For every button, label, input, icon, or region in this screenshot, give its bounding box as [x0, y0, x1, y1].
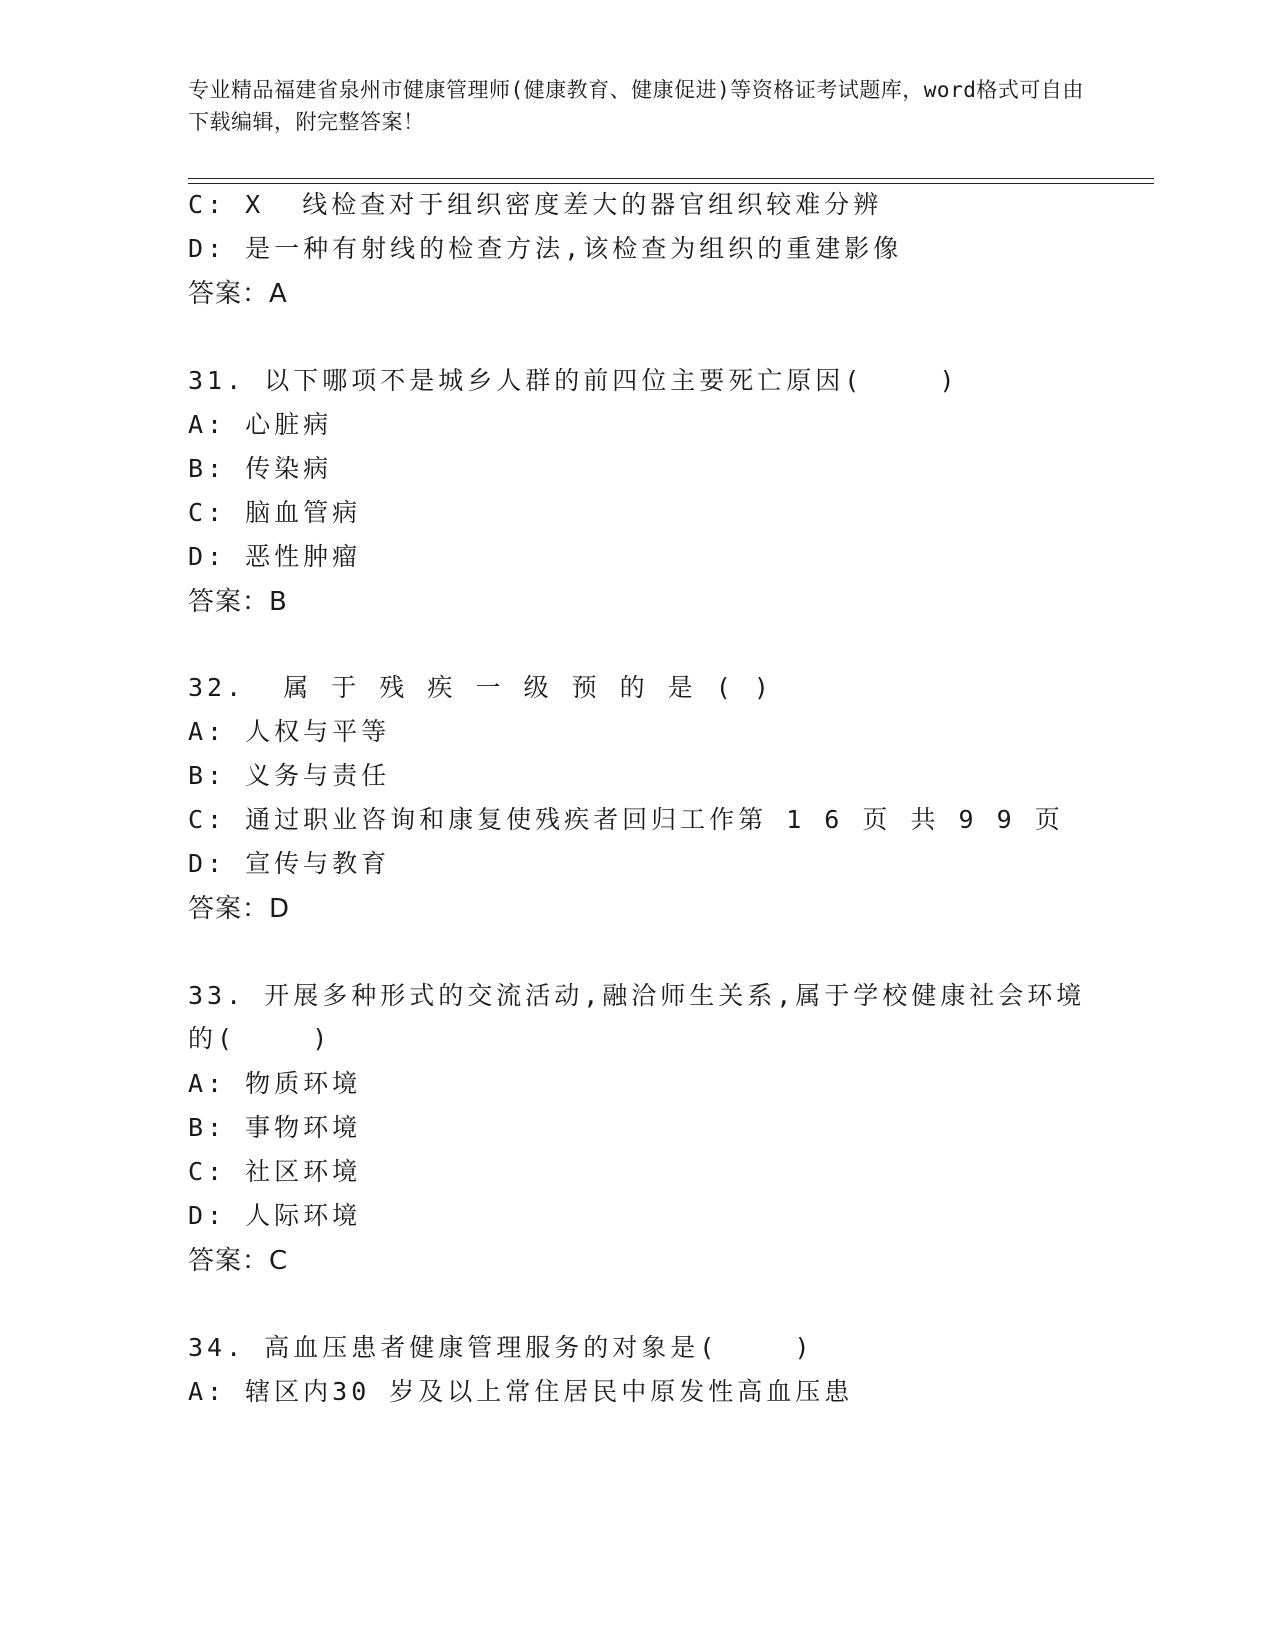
option-d: D: 恶性肿瘤 [188, 542, 362, 571]
option-d: D: 人际环境 [188, 1201, 362, 1230]
option-b: B: 义务与责任 [188, 761, 391, 790]
document-header: 专业精品福建省泉州市健康管理师(健康教育、健康促进)等资格证考试题库，word格式可自由下载编辑，附完整答案！ [188, 78, 1084, 134]
answer: 答案：D [188, 894, 291, 924]
option-a: A: 人权与平等 [188, 717, 391, 746]
option-a: A: 心脏病 [188, 410, 333, 439]
question-stem: 32. 属 于 残 疾 一 级 预 的 是 ( ) [188, 673, 773, 702]
option-c: C: X 线检查对于组织密度差大的器官组织较难分辨 [188, 190, 883, 219]
option-c: C: 脑血管病 [188, 498, 362, 527]
question-stem-continued: 的( ) [188, 1024, 332, 1053]
option-b: B: 传染病 [188, 454, 333, 483]
option-a: A: 物质环境 [188, 1069, 362, 1098]
option-c: C: 通过职业咨询和康复使残疾者回归工作第 1 6 页 共 9 9 页 [188, 805, 1064, 834]
option-c: C: 社区环境 [188, 1157, 362, 1186]
option-d: D: 是一种有射线的检查方法,该检查为组织的重建影像 [188, 234, 903, 263]
option-a: A: 辖区内30 岁及以上常住居民中原发性高血压患 [188, 1377, 854, 1406]
option-d: D: 宣传与教育 [188, 849, 391, 878]
header-rule-top [188, 178, 1154, 179]
answer: 答案：A [188, 279, 288, 309]
answer: 答案：C [188, 1246, 289, 1276]
option-b: B: 事物环境 [188, 1113, 362, 1142]
question-stem: 33. 开展多种形式的交流活动,融洽师生关系,属于学校健康社会环境 [188, 981, 1086, 1010]
question-stem: 34. 高血压患者健康管理服务的对象是( ) [188, 1333, 814, 1362]
answer: 答案：B [188, 587, 288, 617]
header-rule-bottom [188, 183, 1154, 184]
question-stem: 31. 以下哪项不是城乡人群的前四位主要死亡原因( ) [188, 366, 959, 395]
